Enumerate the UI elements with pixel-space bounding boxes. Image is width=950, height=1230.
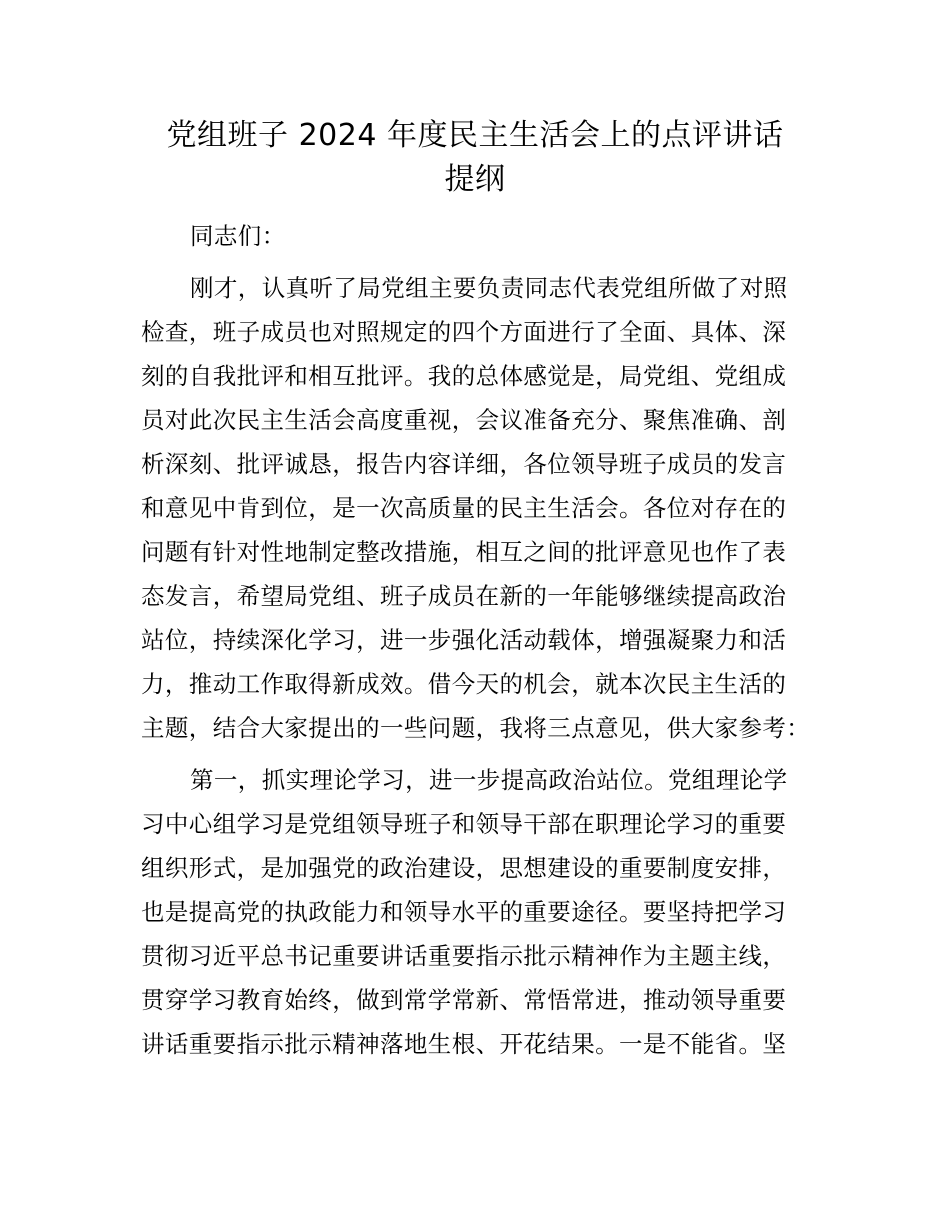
paragraph-line: 贯穿学习教育始终，做到常学常新、常悟常进，推动领导重要: [141, 986, 787, 1014]
paragraph-line: 问题有针对性地制定整改措施，相互之间的批评意见也作了表: [141, 538, 787, 566]
paragraph-line: 析深刻、批评诚恳，报告内容详细，各位领导班子成员的发言: [141, 450, 787, 478]
paragraph-line: 第一，抓实理论学习，进一步提高政治站位。党组理论学: [190, 766, 788, 794]
paragraph-line: 刚才，认真听了局党组主要负责同志代表党组所做了对照: [190, 274, 788, 302]
paragraph-line: 力，推动工作取得新成效。借今天的机会，就本次民主生活的: [141, 670, 787, 698]
paragraph-line: 讲话重要指示批示精神落地生根、开花结果。一是不能省。坚: [141, 1030, 787, 1058]
paragraph-line: 检查，班子成员也对照规定的四个方面进行了全面、具体、深: [141, 318, 787, 346]
paragraph-line: 员对此次民主生活会高度重视，会议准备充分、聚焦准确、剖: [141, 406, 787, 434]
document-title-line-1: 党组班子 2024 年度民主生活会上的点评讲话: [166, 118, 784, 153]
paragraph-line: 也是提高党的执政能力和领导水平的重要途径。要坚持把学习: [141, 898, 787, 926]
salutation: 同志们：: [190, 222, 286, 250]
paragraph-line: 和意见中肯到位，是一次高质量的民主生活会。各位对存在的: [141, 494, 787, 522]
paragraph-line: 刻的自我批评和相互批评。我的总体感觉是，局党组、党组成: [141, 362, 787, 390]
document-title-line-2: 提纲: [444, 162, 506, 197]
paragraph-line: 贯彻习近平总书记重要讲话重要指示批示精神作为主题主线，: [141, 942, 787, 970]
paragraph-line: 态发言，希望局党组、班子成员在新的一年能够继续提高政治: [141, 582, 787, 610]
paragraph-line: 主题，结合大家提出的一些问题，我将三点意见，供大家参考：: [141, 714, 811, 742]
paragraph-line: 组织形式，是加强党的政治建设，思想建设的重要制度安排，: [141, 854, 787, 882]
paragraph-line: 习中心组学习是党组领导班子和领导干部在职理论学习的重要: [141, 810, 787, 838]
paragraph-line: 站位，持续深化学习，进一步强化活动载体，增强凝聚力和活: [141, 626, 787, 654]
